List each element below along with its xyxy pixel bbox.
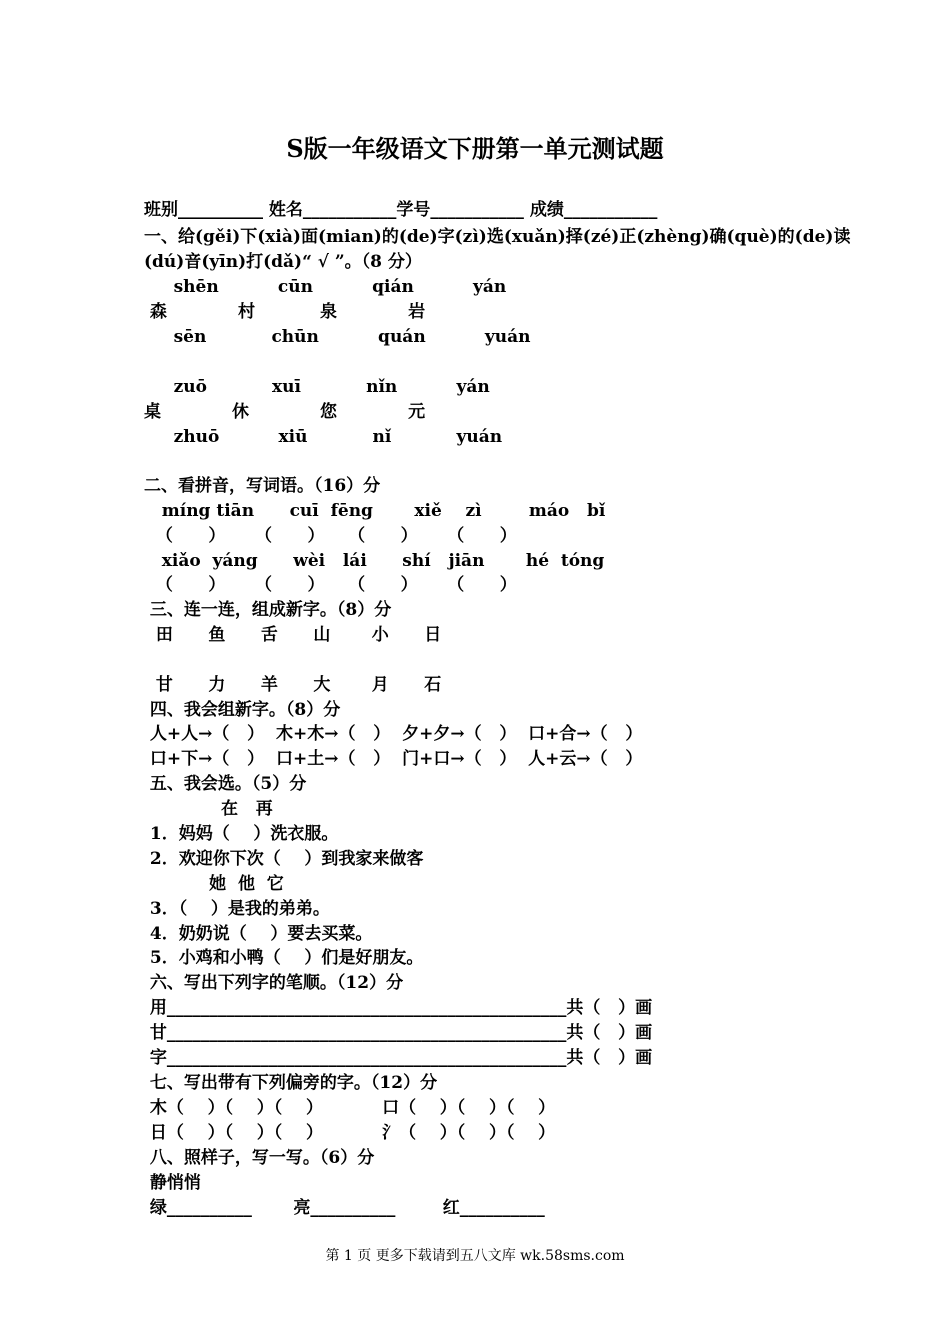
q7-heading: 七、写出带有下列偏旁的字。（12）分 xyxy=(144,1073,438,1093)
q1-pinyin-row1-bottom: sēn chūn quán yuán xyxy=(144,327,531,347)
q1-heading: 一、给(gěi)下(xià)面(mian)的(de)字(zì)选(xuǎn)择(zé)正(zhèng)确(què)的(de)读 xyxy=(144,227,851,247)
q5-item1: 1．妈妈（ ）洗衣服。 xyxy=(144,824,339,844)
q7-row1: 木（ ）（ ）（ ） 口（ ）（ ）（ ） xyxy=(144,1098,556,1118)
q8-example: 静悄悄 xyxy=(144,1173,201,1193)
q4-heading: 四、我会组新字。（8）分 xyxy=(144,700,341,720)
q4-row1: 人+人→（ ） 木+木→（ ） 夕+夕→（ ） 口+合→（ ） xyxy=(144,724,643,744)
q1-chars-row1: 森 村 泉 岩 xyxy=(144,302,426,322)
q6-row3: 字_______________________________________________共（ ）画 xyxy=(144,1048,653,1068)
q1-heading-cont: (dú)音(yīn)打(dǎ)“ √ ”。（8 分） xyxy=(144,252,422,272)
q4-row2: 口+下→（ ） 口+土→（ ） 门+口→（ ） 人+云→（ ） xyxy=(144,749,643,769)
q5-choices2: 她 他 它 xyxy=(144,874,284,894)
q5-item2: 2．欢迎你下次（ ）到我家来做客 xyxy=(144,849,424,869)
q6-heading: 六、写出下列字的笔顺。（12）分 xyxy=(144,973,404,993)
q5-item5: 5．小鸡和小鸭（ ）们是好朋友。 xyxy=(144,948,424,968)
q6-row1: 用_______________________________________________共（ ）画 xyxy=(144,998,653,1018)
q1-pinyin-row2-bottom: zhuō xiū nǐ yuán xyxy=(144,427,503,447)
q6-row2: 甘_______________________________________________共（ ）画 xyxy=(144,1023,653,1043)
q5-item3: 3．（ ）是我的弟弟。 xyxy=(144,899,330,919)
q3-row2: 甘 力 羊 大 月 石 xyxy=(144,675,442,695)
q2-blanks-row2: （ ） （ ） （ ） （ ） xyxy=(144,575,517,595)
q2-pinyin-row1: míng tiān cuī fēng xiě zì máo bǐ xyxy=(144,501,606,521)
q5-item4: 4．奶奶说（ ）要去买菜。 xyxy=(144,924,373,944)
page-footer: 第 1 页 更多下载请到五八文库 wk.58sms.com xyxy=(325,1248,625,1264)
student-info-line: 班别__________ 姓名___________学号___________ 成绩___________ xyxy=(144,200,658,220)
q7-row2: 日（ ）（ ）（ ） 氵（ ）（ ）（ ） xyxy=(144,1123,556,1143)
q8-row: 绿__________ 亮__________ 红__________ xyxy=(144,1198,545,1218)
q1-chars-row2: 桌 休 您 元 xyxy=(144,402,426,422)
q2-pinyin-row2: xiǎo yáng wèi lái shí jiān hé tóng xyxy=(144,551,605,571)
page-title: S版一年级语文下册第一单元测试题 xyxy=(286,134,664,163)
q2-blanks-row1: （ ） （ ） （ ） （ ） xyxy=(144,526,517,546)
q1-pinyin-row2-top: zuō xuī nǐn yán xyxy=(144,377,490,397)
q3-row1: 田 鱼 舌 山 小 日 xyxy=(144,625,442,645)
q5-heading: 五、我会选。（5）分 xyxy=(144,774,307,794)
q2-heading: 二、看拼音，写词语。（16）分 xyxy=(144,476,381,496)
q5-choices1: 在 再 xyxy=(144,799,273,819)
q1-pinyin-row1-top: shēn cūn qián yán xyxy=(144,277,507,297)
q8-heading: 八、照样子，写一写。（6）分 xyxy=(144,1148,375,1168)
q3-heading: 三、连一连，组成新字。（8）分 xyxy=(144,600,392,620)
